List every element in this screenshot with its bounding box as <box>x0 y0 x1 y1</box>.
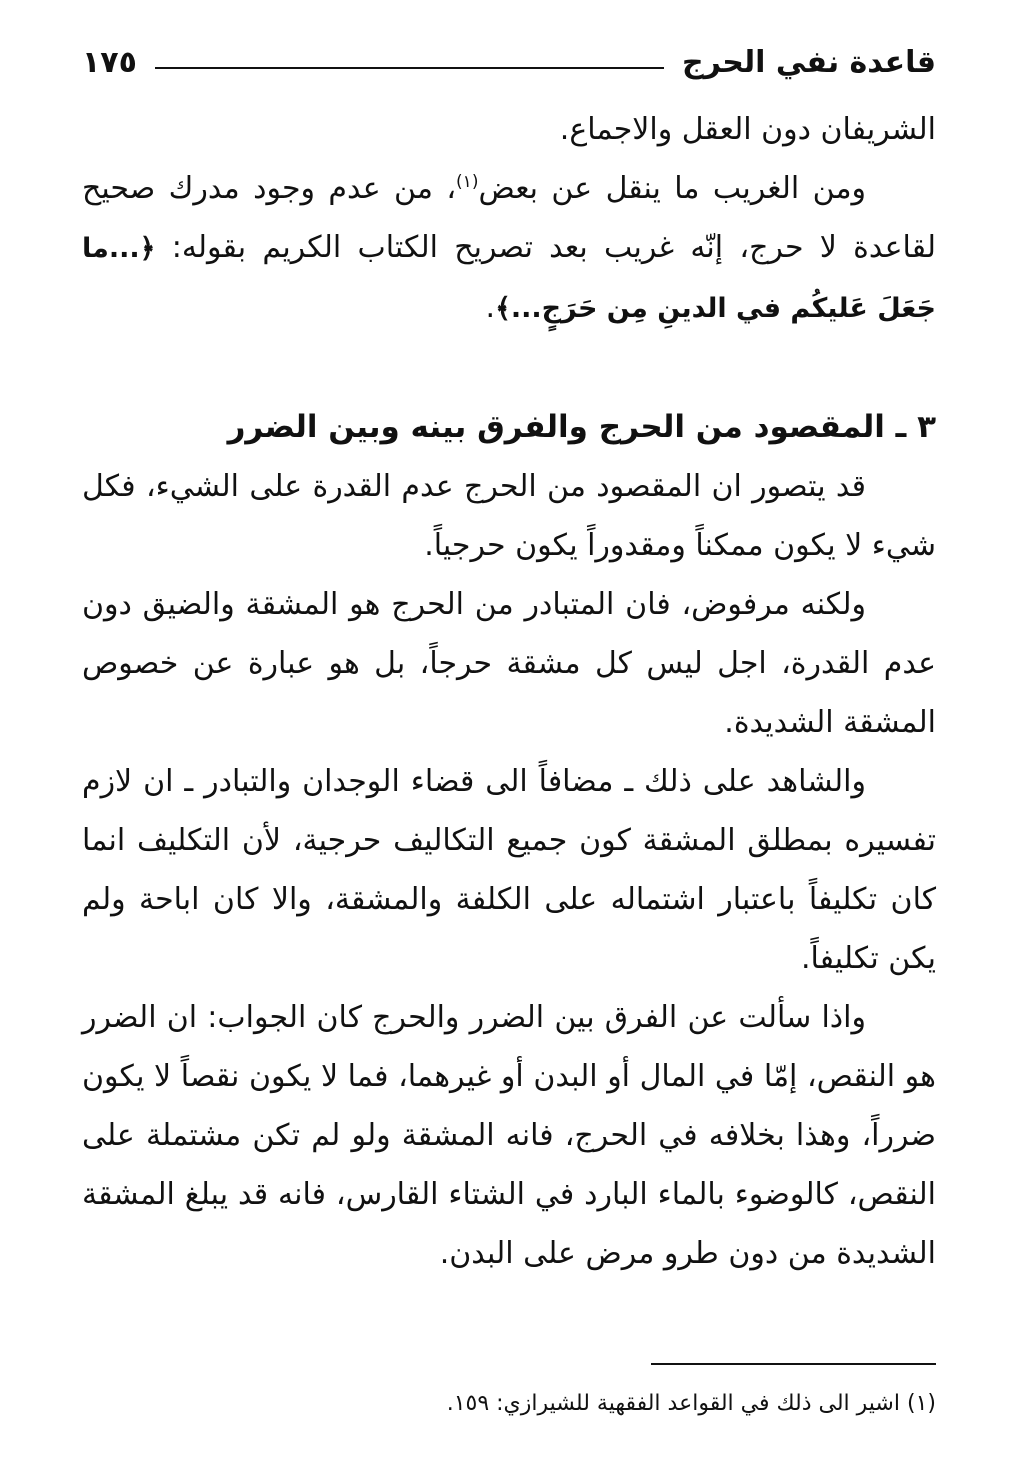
paragraph-6: واذا سألت عن الفرق بين الضرر والحرج كان الجواب: ان الضرر هو النقص، إمّا في المال أو البدن أو غيرهما، فما لا يكون نقصاً لا يكون ضرراً، وهذا بخلافه في الحرج، فانه المشقة ولو لم تكن مشتملة على النقص، كالوضوء بالماء البارد في الشتاء القارس، فانه قد يبلغ المشقة الشديدة من دون طرو مرض على البدن. <box>82 1000 936 1271</box>
paragraph-4: ولكنه مرفوض، فان المتبادر من الحرج هو المشقة والضيق دون عدم القدرة، اجل ليس كل مشقة حرجاً، بل هو عبارة عن خصوص المشقة الشديدة. <box>82 587 936 740</box>
header-rule <box>155 67 664 69</box>
footnote-reference-1[interactable]: (١) <box>456 172 479 192</box>
footnote-mark: (١) <box>906 1391 936 1416</box>
paragraph-2 <box>82 159 936 338</box>
paragraph-1: الشريفان دون العقل والاجماع. <box>559 112 936 147</box>
section-spacer <box>82 338 936 398</box>
paragraph-2-text-middle: ، من عدم وجود مدرك صحيح لقاعدة لا حرج، إنّه غريب بعد تصريح الكتاب الكريم بقوله: <box>82 171 936 265</box>
running-title: قاعدة نفي الحرج <box>682 45 936 80</box>
paragraph-3: قد يتصور ان المقصود من الحرج عدم القدرة على الشيء، فكل شيء لا يكون ممكناً ومقدوراً يكون حرجياً. <box>82 469 936 563</box>
paragraph-2-text-end: . <box>485 290 496 325</box>
quran-verse: ﴿...ما جَعَلَ عَليكُم في الدينِ مِن حَرَجٍ...﴾ <box>82 233 936 324</box>
main-text <box>82 100 936 1283</box>
section-heading: ٣ ـ المقصود من الحرج والفرق بينه وبين الضرر <box>227 409 936 445</box>
paragraph-5: والشاهد على ذلك ـ مضافاً الى قضاء الوجدان والتبادر ـ ان لازم تفسيره بمطلق المشقة كون جميع التكاليف حرجية، لأن التكليف انما كان تكليفاً باعتبار اشتماله على الكلفة والمشقة، والا كان اباحة ولم يكن تكليفاً. <box>82 764 936 976</box>
footnote-1 <box>82 1386 936 1422</box>
footnote-separator <box>651 1363 936 1365</box>
footnote-text: اشير الى ذلك في القواعد الفقهية للشيرازي: ١٥٩. <box>446 1391 907 1416</box>
paragraph-2-text-start: ومن الغريب ما ينقل عن بعض <box>478 171 867 206</box>
page-number: ١٧٥ <box>82 45 137 80</box>
running-header <box>82 38 936 88</box>
